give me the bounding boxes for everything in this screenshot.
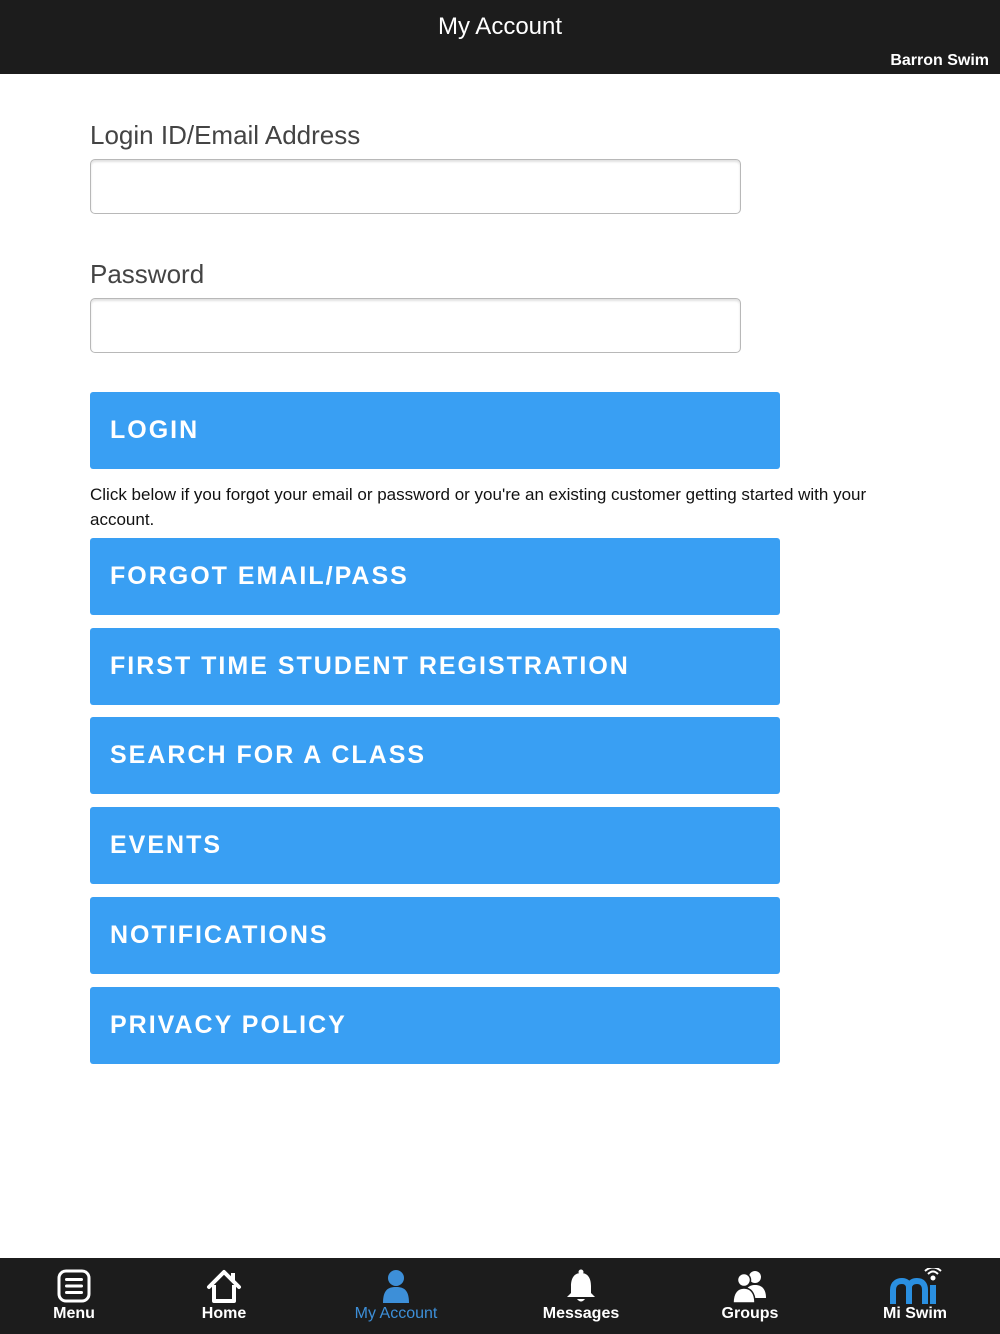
group-icon <box>732 1268 768 1304</box>
person-icon <box>378 1268 414 1304</box>
first-time-registration-button[interactable]: FIRST TIME STUDENT REGISTRATION <box>90 628 780 705</box>
bell-icon <box>563 1268 599 1304</box>
tab-menu[interactable] <box>4 1258 144 1334</box>
help-text: Click below if you forgot your email or password or you're an existing customer getting started with your account. <box>90 485 867 529</box>
notifications-button[interactable]: NOTIFICATIONS <box>90 897 780 974</box>
main-content <box>0 74 1000 1258</box>
mi-swim-logo-icon <box>887 1268 943 1304</box>
login-id-input[interactable] <box>90 159 741 214</box>
login-button[interactable]: LOGIN <box>90 392 780 469</box>
search-class-button[interactable]: SEARCH FOR A CLASS <box>90 717 780 794</box>
events-button[interactable]: EVENTS <box>90 807 780 884</box>
login-id-label: Login ID/Email Address <box>90 120 361 150</box>
tab-messages[interactable] <box>511 1258 651 1334</box>
top-nav-bar <box>0 0 1000 74</box>
tab-my-account[interactable] <box>326 1258 466 1334</box>
forgot-email-pass-button[interactable]: FORGOT EMAIL/PASS <box>90 538 780 615</box>
tab-my-account-label: My Account <box>354 1305 438 1322</box>
tab-groups[interactable] <box>680 1258 820 1334</box>
tab-home[interactable] <box>154 1258 294 1334</box>
organization-name: Barron Swim <box>890 52 989 69</box>
tab-mi-swim[interactable] <box>845 1258 985 1334</box>
tab-messages-label: Messages <box>542 1305 620 1322</box>
tab-mi-swim-label: Mi Swim <box>882 1305 947 1322</box>
tab-groups-label: Groups <box>721 1305 779 1322</box>
tab-menu-label: Menu <box>53 1305 95 1322</box>
tab-home-label: Home <box>201 1305 247 1322</box>
password-label: Password <box>90 259 205 289</box>
privacy-policy-button[interactable]: PRIVACY POLICY <box>90 987 780 1064</box>
menu-icon <box>56 1268 92 1304</box>
page-title: My Account <box>437 13 563 40</box>
home-icon <box>206 1268 242 1304</box>
password-input[interactable] <box>90 298 741 353</box>
bottom-tab-bar <box>0 1258 1000 1334</box>
